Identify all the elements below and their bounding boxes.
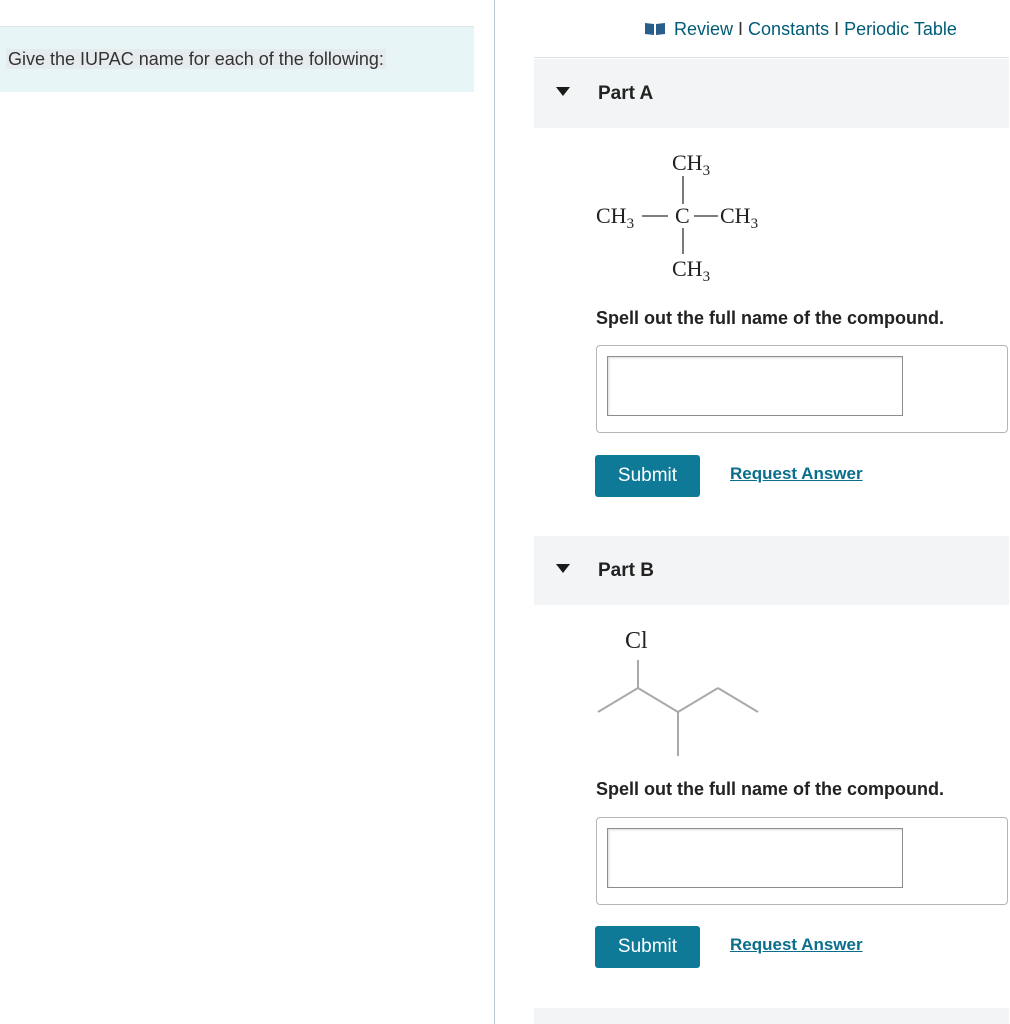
toolbar-separator: I [834, 18, 840, 39]
bond-line [718, 688, 758, 712]
periodic-table-link[interactable]: Periodic Table [844, 18, 957, 39]
part-b-structure [590, 620, 770, 760]
struct-center-atom: C [675, 203, 690, 228]
panel-divider [494, 0, 495, 1024]
part-b-answer-container [596, 817, 1008, 905]
part-b-title: Part B [598, 560, 654, 581]
struct-bottom-group: $CH_3$ [672, 256, 711, 285]
part-a-request-answer-link[interactable]: Request Answer [730, 464, 863, 483]
part-a-prompt: Spell out the full name of the compound. [596, 308, 944, 328]
resource-toolbar [644, 18, 957, 40]
struct-top-group: $CH_3$ [672, 150, 711, 179]
part-b-header[interactable] [534, 536, 1009, 605]
collapse-caret-icon[interactable] [556, 87, 570, 96]
part-b-answer-input[interactable] [607, 828, 903, 888]
part-a-structure [590, 140, 790, 290]
collapse-caret-icon[interactable] [556, 564, 570, 573]
bond-line [638, 688, 678, 712]
question-panel [0, 0, 494, 1024]
intro-text: Give the IUPAC name for each of the following: [8, 49, 384, 69]
toolbar-separator: I [738, 18, 744, 39]
review-link[interactable]: Review [674, 18, 734, 39]
struct-chlorine-label: Cl [625, 628, 648, 654]
part-b-request-answer-link[interactable]: Request Answer [730, 935, 863, 954]
bond-line [678, 688, 718, 712]
part-a-answer-container [596, 345, 1008, 433]
struct-right-group: $CH_3$ [720, 203, 759, 232]
part-a-header[interactable] [534, 59, 1009, 128]
part-a-answer-input[interactable] [607, 356, 903, 416]
constants-link[interactable]: Constants [748, 18, 830, 39]
struct-left-group: $CH_3$ [596, 203, 635, 232]
part-b-submit-button[interactable]: Submit [595, 926, 700, 968]
part-b-prompt: Spell out the full name of the compound. [596, 779, 944, 799]
intro-box [0, 27, 474, 92]
book-icon [644, 22, 666, 36]
part-a-title: Part A [598, 83, 654, 104]
bond-line [598, 688, 638, 712]
part-a-submit-button[interactable]: Submit [595, 455, 700, 497]
toolbar-rule [534, 57, 1009, 58]
next-part-header[interactable] [534, 1008, 1009, 1024]
